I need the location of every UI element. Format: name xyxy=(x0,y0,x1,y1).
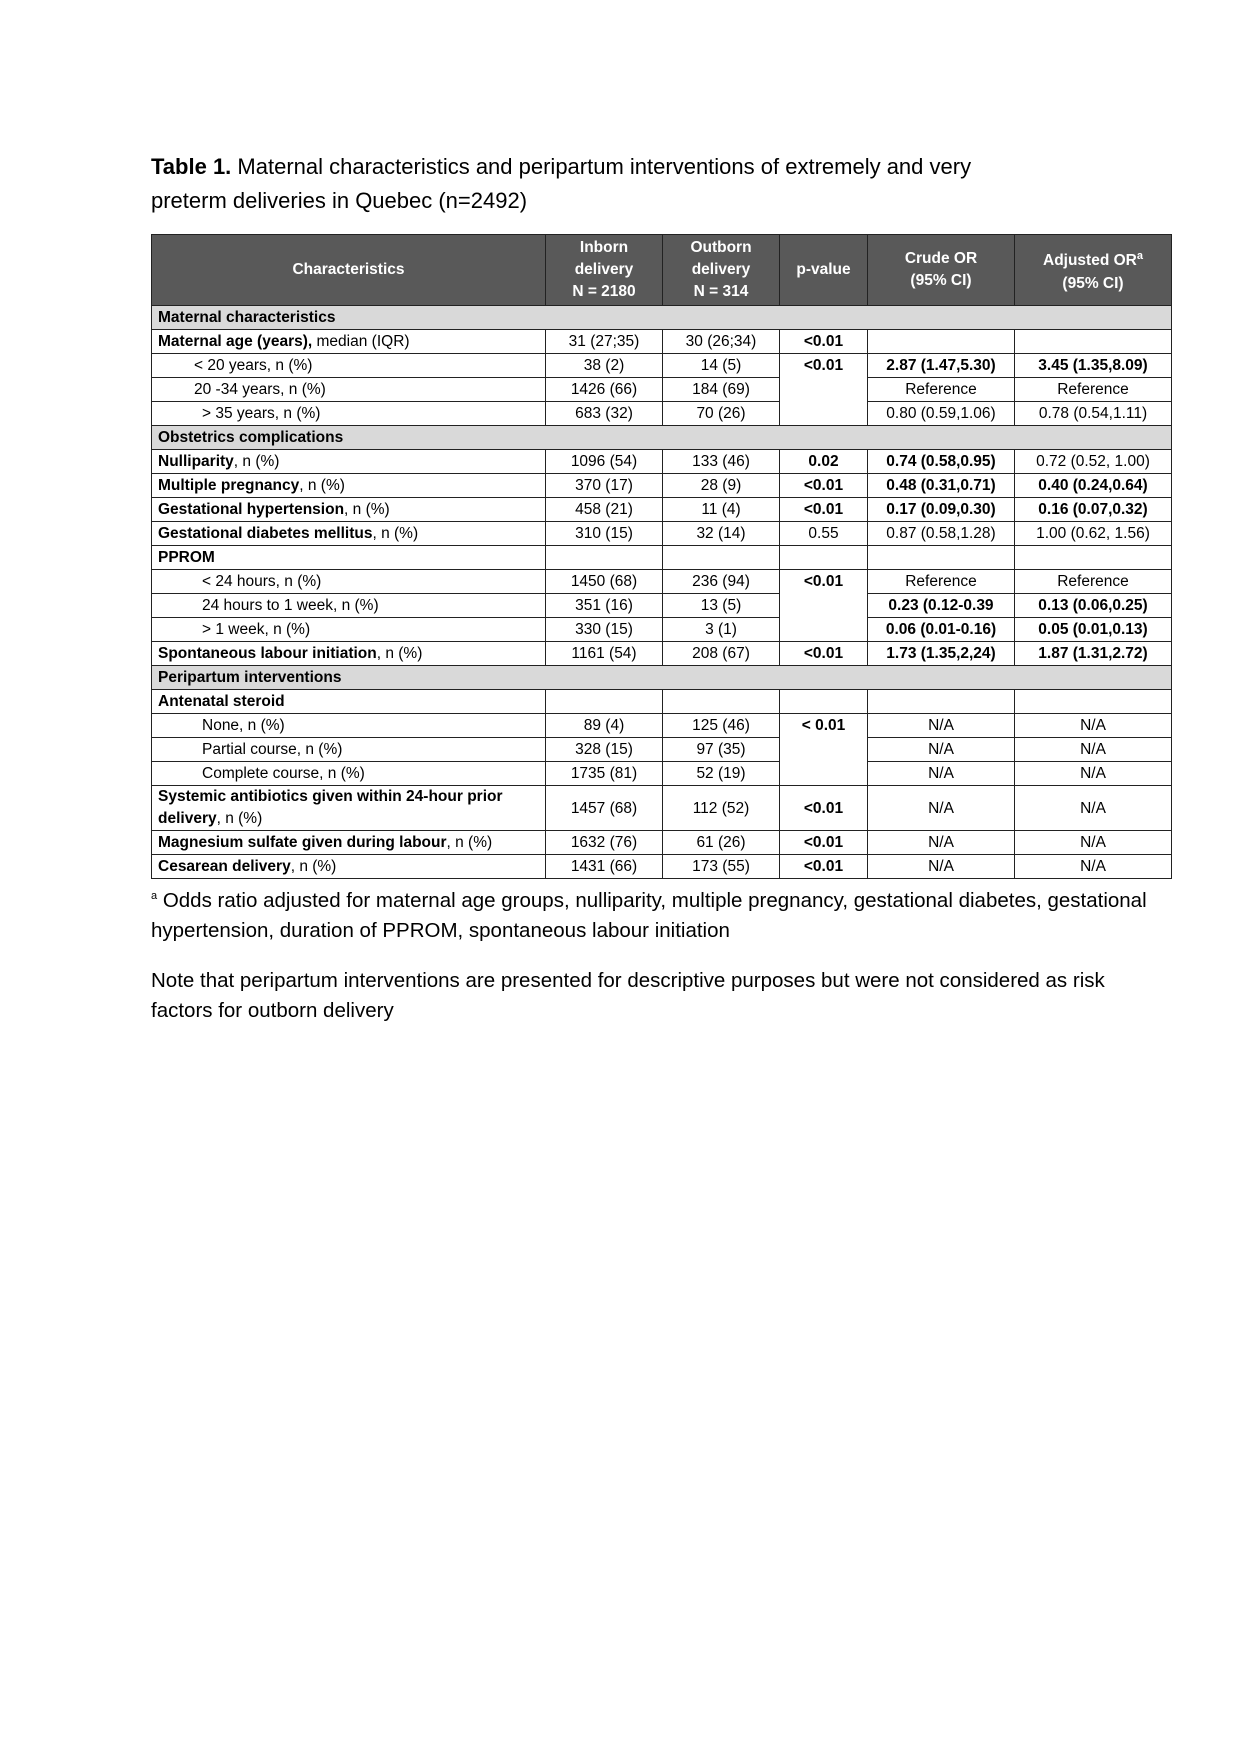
header-row xyxy=(152,235,1172,306)
section-row: Peripartum interventions xyxy=(152,666,1172,690)
section-row: Maternal characteristics xyxy=(152,306,1172,330)
table-row: > 1 week, n (%) 330 (15) 3 (1) 0.06 (0.01-0.16) 0.05 (0.01,0.13) xyxy=(152,618,1172,642)
table-row: None, n (%) 89 (4) 125 (46) < 0.01 N/A N/A xyxy=(152,714,1172,738)
col-header-crude-or: Crude OR (95% CI) xyxy=(868,235,1015,306)
table-row: Complete course, n (%) 1735 (81) 52 (19) N/A N/A xyxy=(152,762,1172,786)
table-caption xyxy=(151,150,1051,218)
table-row: Antenatal steroid xyxy=(152,690,1172,714)
table-row: Nulliparity, n (%) 1096 (54) 133 (46) 0.02 0.74 (0.58,0.95) 0.72 (0.52, 1.00) xyxy=(152,450,1172,474)
table-row: > 35 years, n (%) 683 (32) 70 (26) 0.80 (0.59,1.06) 0.78 (0.54,1.11) xyxy=(152,402,1172,426)
table-row: Cesarean delivery, n (%) 1431 (66) 173 (55) <0.01 N/A N/A xyxy=(152,855,1172,879)
table-title: Maternal characteristics and peripartum interventions of extremely and very preterm deliveries in Quebec (n=2492) xyxy=(151,154,972,213)
table-row: Gestational hypertension, n (%) 458 (21) 11 (4) <0.01 0.17 (0.09,0.30) 0.16 (0.07,0.32) xyxy=(152,498,1172,522)
table-row: Maternal age (years), median (IQR) 31 (27;35) 30 (26;34) <0.01 xyxy=(152,330,1172,354)
section-row: Obstetrics complications xyxy=(152,426,1172,450)
table-footnote: $^a$ Odds ratio adjusted for maternal age groups, nulliparity, multiple pregnancy, gestational diabetes, gestational hypertension, duration of PPROM, spontaneous labour initiation xyxy=(151,888,1147,942)
table-row: Partial course, n (%) 328 (15) 97 (35) N/A N/A xyxy=(152,738,1172,762)
table-row: Multiple pregnancy, n (%) 370 (17) 28 (9) <0.01 0.48 (0.31,0.71) 0.40 (0.24,0.64) xyxy=(152,474,1172,498)
col-header-pvalue: p-value xyxy=(780,235,868,306)
document-page xyxy=(151,150,1171,1047)
table-row: 24 hours to 1 week, n (%) 351 (16) 13 (5) 0.23 (0.12-0.39 0.13 (0.06,0.25) xyxy=(152,594,1172,618)
col-header-characteristics: Characteristics xyxy=(152,235,546,306)
table-row: Spontaneous labour initiation, n (%) 1161 (54) 208 (67) <0.01 1.73 (1.35,2,24) 1.87 (1.31,2.72) xyxy=(152,642,1172,666)
col-header-adjusted-or: Adjusted $OR^a$ (95% CI) xyxy=(1015,235,1172,306)
col-header-inborn: Inborn delivery N = 2180 xyxy=(546,235,663,306)
table-row: Gestational diabetes mellitus, n (%) 310 (15) 32 (14) 0.55 0.87 (0.58,1.28) 1.00 (0.62, 1.56) xyxy=(152,522,1172,546)
results-table xyxy=(151,234,1172,879)
table-row: Magnesium sulfate given during labour, n (%) 1632 (76) 61 (26) <0.01 N/A N/A xyxy=(152,831,1172,855)
table-label: Table 1. xyxy=(151,154,232,179)
table-row: Systemic antibiotics given within 24-hour prior delivery, n (%) 1457 (68) 112 (52) <0.01 N/A N/A xyxy=(152,786,1172,831)
table-row: 20 -34 years, n (%) 1426 (66) 184 (69) Reference Reference xyxy=(152,378,1172,402)
table-note: Note that peripartum interventions are presented for descriptive purposes but were not considered as risk factors for outborn delivery xyxy=(151,969,1105,1023)
table-row: PPROM xyxy=(152,546,1172,570)
col-header-outborn: Outborn delivery N = 314 xyxy=(663,235,780,306)
table-row: < 20 years, n (%) 38 (2) 14 (5) <0.01 2.87 (1.47,5.30) 3.45 (1.35,8.09) xyxy=(152,354,1172,378)
table-row: < 24 hours, n (%) 1450 (68) 236 (94) <0.01 Reference Reference xyxy=(152,570,1172,594)
